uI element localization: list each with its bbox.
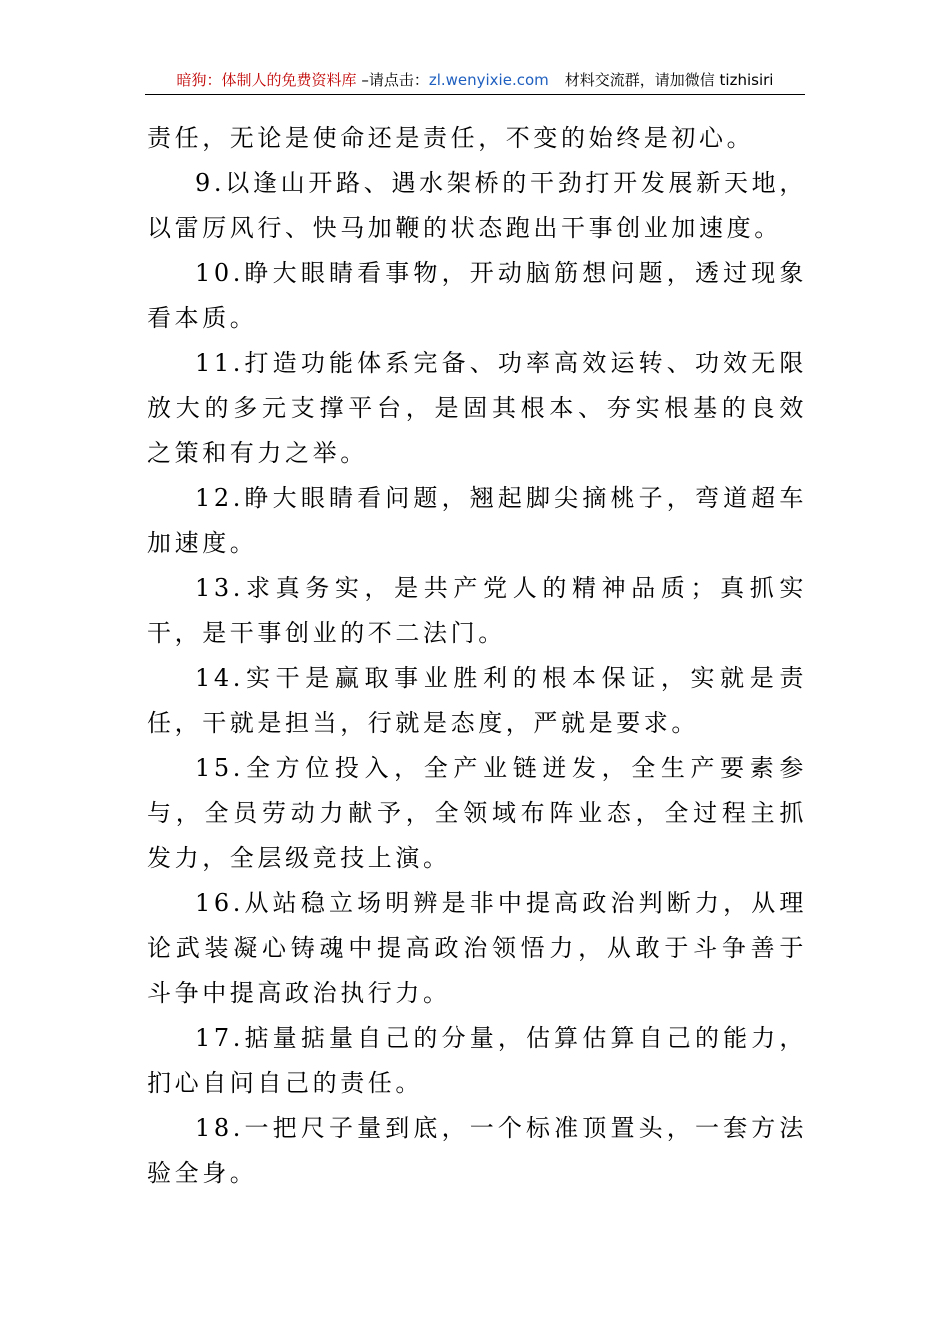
paragraph-item-12: 12.睁大眼睛看问题，翘起脚尖摘桃子，弯道超车加速度。 — [147, 484, 807, 557]
site-label: 暗狗：体制人的免费资料库 — [176, 71, 357, 89]
paragraph-item-10: 10.睁大眼睛看事物，开动脑筋想问题，透过现象看本质。 — [147, 259, 807, 332]
paragraph-item-13: 13.求真务实，是共产党人的精神品质；真抓实干，是干事创业的不二法门。 — [147, 574, 807, 647]
paragraph-item-18: 18.一把尺子量到底，一个标准顶置头，一套方法验全身。 — [147, 1114, 807, 1187]
wechat-note: 材料交流群，请加微信 tizhisiri — [564, 71, 774, 89]
paragraph-continuation: 责任，无论是使命还是责任，不变的始终是初心。 — [147, 124, 755, 152]
site-url-link[interactable]: zl.wenyixie.com — [428, 71, 549, 89]
click-label: –请点击： — [356, 71, 429, 89]
paragraph-item-9: 9.以逢山开路、遇水架桥的干劲打开发展新天地，以雷厉风行、快马加鞭的状态跑出干事创业加速度。 — [147, 169, 807, 242]
paragraph-item-17: 17.掂量掂量自己的分量，估算估算自己的能力，扪心自问自己的责任。 — [147, 1024, 807, 1097]
paragraph-item-15: 15.全方位投入，全产业链迸发，全生产要素参与，全员劳动力献予，全领域布阵业态，全过程主抓发力，全层级竞技上演。 — [147, 754, 807, 872]
paragraph-item-14: 14.实干是赢取事业胜利的根本保证，实就是责任，干就是担当，行就是态度，严就是要求。 — [147, 664, 807, 737]
paragraph-item-16: 16.从站稳立场明辨是非中提高政治判断力，从理论武装凝心铸魂中提高政治领悟力，从敢于斗争善于斗争中提高政治执行力。 — [147, 889, 807, 1007]
page-header — [145, 66, 805, 95]
document-body — [147, 116, 807, 1196]
paragraph-item-11: 11.打造功能体系完备、功率高效运转、功效无限放大的多元支撑平台，是固其根本、夯实根基的良效之策和有力之举。 — [147, 349, 807, 467]
